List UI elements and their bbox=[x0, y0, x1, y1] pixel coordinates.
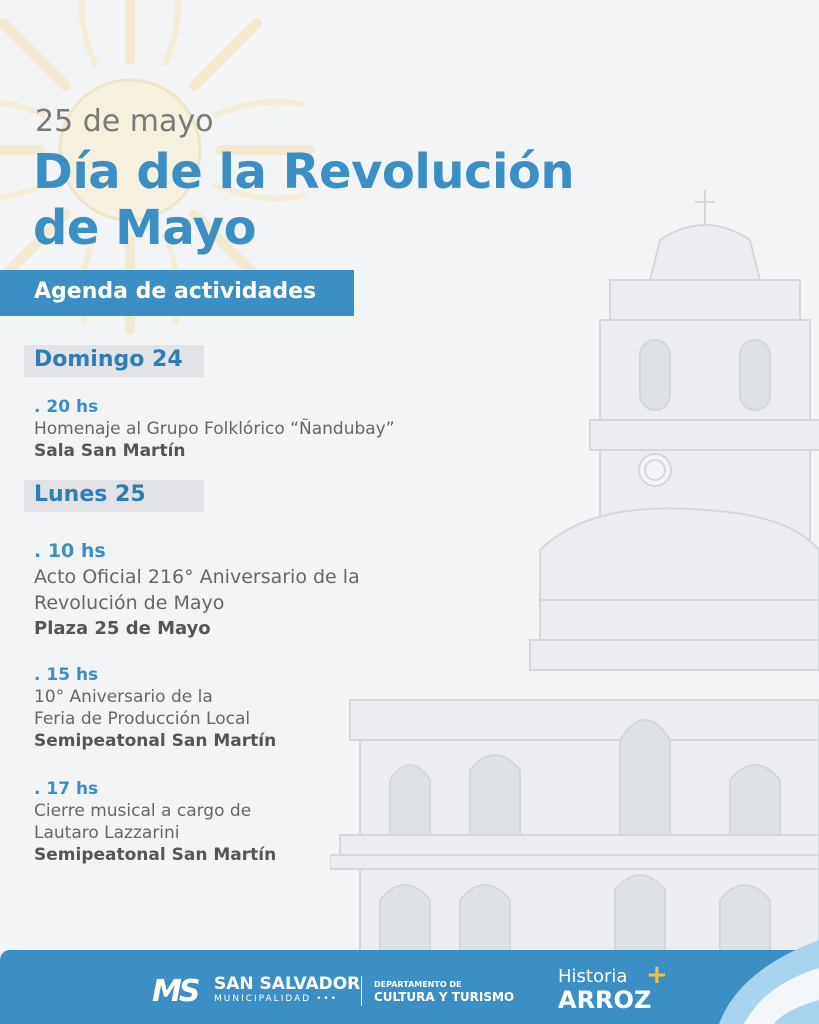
brand-line-1: Historia bbox=[558, 966, 628, 987]
title-line-1: Día de la Revolución bbox=[33, 144, 575, 200]
department-label: DEPARTAMENTO DE bbox=[374, 980, 462, 989]
day-label: Domingo 24 bbox=[34, 347, 183, 372]
event-place: Semipeatonal San Martín bbox=[34, 845, 277, 865]
event-item bbox=[34, 396, 395, 462]
day-label: Lunes 25 bbox=[34, 482, 146, 507]
plus-icon: + bbox=[646, 960, 668, 990]
event-item bbox=[34, 538, 360, 642]
day-header-domingo bbox=[24, 345, 204, 377]
event-time: . 10 hs bbox=[34, 540, 106, 562]
event-date: 25 de mayo bbox=[35, 104, 214, 139]
event-item bbox=[34, 664, 276, 752]
department-name: CULTURA Y TURISMO bbox=[374, 990, 515, 1004]
event-item bbox=[34, 778, 276, 866]
agenda-banner bbox=[0, 270, 354, 316]
page-title bbox=[33, 144, 574, 256]
cabildo-illustration bbox=[330, 180, 819, 960]
event-time: . 17 hs bbox=[34, 779, 99, 799]
municipality-name: SAN SALVADOR bbox=[214, 974, 361, 994]
event-time: . 15 hs bbox=[34, 665, 99, 685]
event-time: . 20 hs bbox=[34, 397, 99, 417]
argentine-flag-icon bbox=[699, 930, 819, 1024]
event-place: Plaza 25 de Mayo bbox=[34, 618, 211, 639]
event-description: Homenaje al Grupo Folklórico “Ñandubay” bbox=[34, 419, 395, 439]
event-place: Semipeatonal San Martín bbox=[34, 731, 277, 751]
agenda-label: Agenda de actividades bbox=[34, 279, 317, 304]
title-line-2: de Mayo bbox=[33, 200, 257, 256]
event-place: Sala San Martín bbox=[34, 441, 186, 461]
municipality-sub: MUNICIPALIDAD ••• bbox=[214, 994, 338, 1004]
ms-logo-icon: MS bbox=[152, 974, 198, 1009]
brand-line-2: ARROZ bbox=[558, 986, 652, 1014]
event-description: 10° Aniversario de la Feria de Producción Local bbox=[34, 687, 251, 729]
event-description: Acto Oficial 216° Aniversario de la Revolución de Mayo bbox=[34, 566, 360, 614]
footer-divider bbox=[361, 976, 362, 1006]
day-header-lunes bbox=[24, 480, 204, 512]
event-description: Cierre musical a cargo de Lautaro Lazzarini bbox=[34, 801, 252, 843]
